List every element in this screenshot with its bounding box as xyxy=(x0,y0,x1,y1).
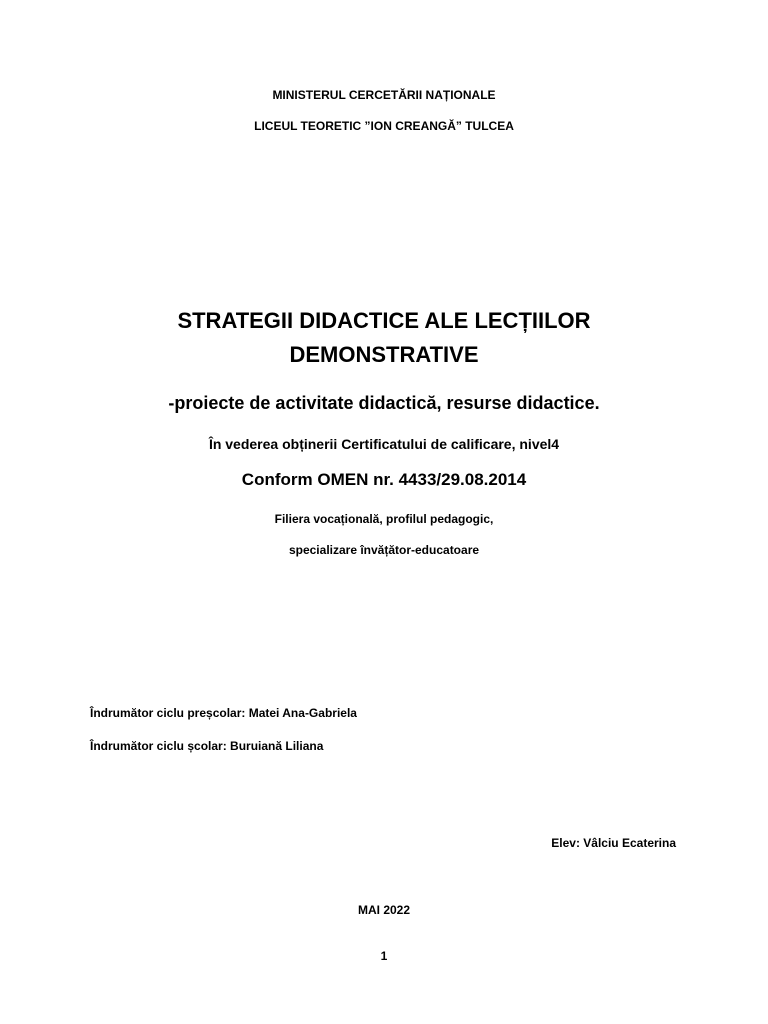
subtitle: -proiecte de activitate didactică, resurse didactice. xyxy=(168,393,600,413)
title-line-2: DEMONSTRATIVE xyxy=(289,342,479,367)
omen-reference: Conform OMEN nr. 4433/29.08.2014 xyxy=(241,470,527,489)
specialization-line-1: Filiera vocațională, profilul pedagogic, xyxy=(274,512,494,526)
ministry-heading: MINISTERUL CERCETĂRII NAȚIONALE xyxy=(272,88,496,102)
title-line-1: STRATEGII DIDACTICE ALE LECȚIILOR xyxy=(177,308,591,333)
document-date: MAI 2022 xyxy=(357,903,411,917)
page-number: 1 xyxy=(380,949,388,963)
specialization-line-2: specializare învățător-educatoare xyxy=(288,543,480,557)
student-name: Elev: Vâlciu Ecaterina xyxy=(551,836,676,850)
qualification-line: În vederea obținerii Certificatului de calificare, nivel4 xyxy=(208,436,560,452)
mentor-school: Îndrumător ciclu școlar: Buruiană Liliana xyxy=(90,739,324,753)
school-heading: LICEUL TEORETIC ”ION CREANGĂ” TULCEA xyxy=(254,119,514,133)
mentor-preschool: Îndrumător ciclu preșcolar: Matei Ana-Gabriela xyxy=(90,706,357,720)
